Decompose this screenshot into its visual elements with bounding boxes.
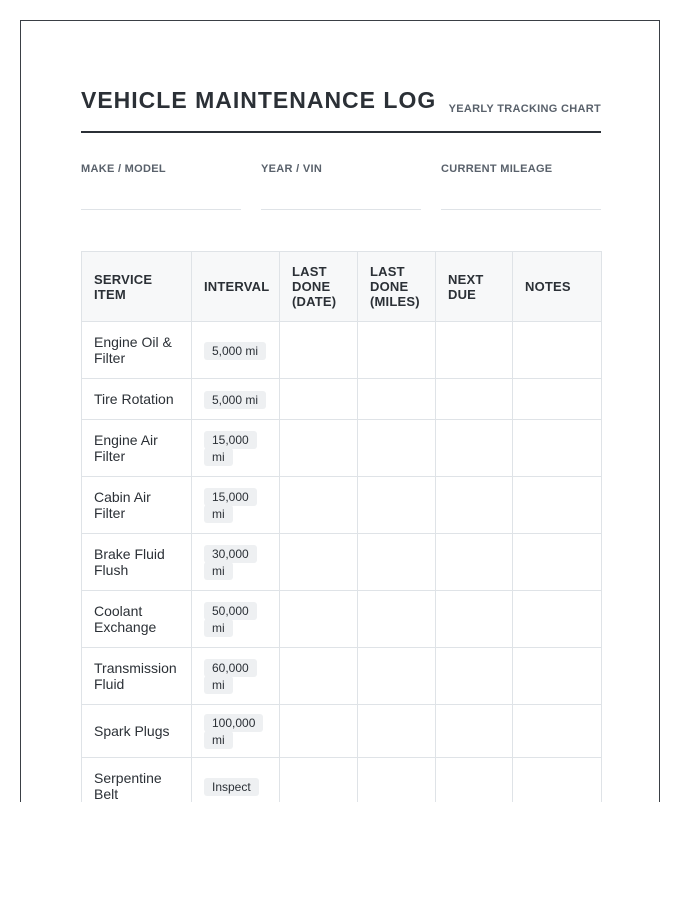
column-header-next-due: NEXT DUE <box>436 252 513 322</box>
interval-cell <box>192 534 280 591</box>
interval-badge: 50,000 mi <box>204 602 257 637</box>
notes-cell[interactable] <box>513 477 602 534</box>
last-done-miles-cell[interactable] <box>358 648 436 705</box>
interval-badge: 30,000 mi <box>204 545 257 580</box>
column-header-interval: INTERVAL <box>192 252 280 322</box>
service-item-cell: Spark Plugs <box>82 705 192 758</box>
last-done-miles-cell[interactable] <box>358 591 436 648</box>
service-item-cell: Serpentine Belt <box>82 758 192 803</box>
log-sheet <box>20 20 660 802</box>
service-item-cell: Engine Oil & Filter <box>82 322 192 379</box>
interval-badge: 5,000 mi <box>204 391 266 409</box>
interval-cell <box>192 758 280 803</box>
notes-cell[interactable] <box>513 420 602 477</box>
table-row <box>82 379 602 420</box>
interval-cell <box>192 477 280 534</box>
last-done-date-cell[interactable] <box>280 758 358 803</box>
next-due-cell[interactable] <box>436 420 513 477</box>
last-done-date-cell[interactable] <box>280 420 358 477</box>
table-row <box>82 322 602 379</box>
next-due-cell[interactable] <box>436 705 513 758</box>
notes-cell[interactable] <box>513 322 602 379</box>
next-due-cell[interactable] <box>436 322 513 379</box>
interval-cell <box>192 322 280 379</box>
interval-badge: 60,000 mi <box>204 659 257 694</box>
table-row <box>82 534 602 591</box>
column-header-service-item: SERVICE ITEM <box>82 252 192 322</box>
year-vin-line <box>261 209 421 210</box>
interval-cell <box>192 705 280 758</box>
current-mileage-label: CURRENT MILEAGE <box>441 163 553 175</box>
year-vin-label: YEAR / VIN <box>261 163 323 175</box>
make-model-line <box>81 209 241 210</box>
last-done-date-cell[interactable] <box>280 648 358 705</box>
last-done-miles-cell[interactable] <box>358 758 436 803</box>
interval-badge: Inspect <box>204 778 259 796</box>
current-mileage-line <box>441 209 601 210</box>
last-done-date-cell[interactable] <box>280 379 358 420</box>
last-done-miles-cell[interactable] <box>358 705 436 758</box>
interval-cell <box>192 420 280 477</box>
year-vin-field[interactable] <box>261 163 421 211</box>
last-done-date-cell[interactable] <box>280 534 358 591</box>
service-item-cell: Tire Rotation <box>82 379 192 420</box>
last-done-miles-cell[interactable] <box>358 534 436 591</box>
table-row <box>82 705 602 758</box>
interval-badge: 15,000 mi <box>204 488 257 523</box>
next-due-cell[interactable] <box>436 591 513 648</box>
service-item-cell: Coolant Exchange <box>82 591 192 648</box>
notes-cell[interactable] <box>513 534 602 591</box>
table-row <box>82 758 602 803</box>
next-due-cell[interactable] <box>436 379 513 420</box>
interval-cell <box>192 591 280 648</box>
next-due-cell[interactable] <box>436 477 513 534</box>
notes-cell[interactable] <box>513 758 602 803</box>
next-due-cell[interactable] <box>436 534 513 591</box>
column-header-last-done-miles: LAST DONE (MILES) <box>358 252 436 322</box>
notes-cell[interactable] <box>513 379 602 420</box>
interval-badge: 5,000 mi <box>204 342 266 360</box>
table-header-row <box>82 252 602 322</box>
last-done-date-cell[interactable] <box>280 591 358 648</box>
service-item-cell: Engine Air Filter <box>82 420 192 477</box>
make-model-label: MAKE / MODEL <box>81 163 166 175</box>
service-item-cell: Transmission Fluid <box>82 648 192 705</box>
next-due-cell[interactable] <box>436 648 513 705</box>
interval-cell <box>192 379 280 420</box>
last-done-miles-cell[interactable] <box>358 477 436 534</box>
last-done-date-cell[interactable] <box>280 477 358 534</box>
page-subtitle: YEARLY TRACKING CHART <box>448 103 601 115</box>
table-row <box>82 477 602 534</box>
last-done-miles-cell[interactable] <box>358 420 436 477</box>
interval-badge: 100,000 mi <box>204 714 263 749</box>
notes-cell[interactable] <box>513 648 602 705</box>
interval-cell <box>192 648 280 705</box>
maintenance-table <box>81 251 602 802</box>
last-done-date-cell[interactable] <box>280 322 358 379</box>
page-title: VEHICLE MAINTENANCE LOG <box>81 87 437 113</box>
column-header-notes: NOTES <box>513 252 602 322</box>
service-item-cell: Cabin Air Filter <box>82 477 192 534</box>
last-done-miles-cell[interactable] <box>358 322 436 379</box>
table-row <box>82 591 602 648</box>
make-model-field[interactable] <box>81 163 241 211</box>
table-row <box>82 648 602 705</box>
last-done-miles-cell[interactable] <box>358 379 436 420</box>
notes-cell[interactable] <box>513 591 602 648</box>
service-item-cell: Brake Fluid Flush <box>82 534 192 591</box>
interval-badge: 15,000 mi <box>204 431 257 466</box>
title-row <box>81 87 601 133</box>
column-header-last-done-date: LAST DONE (DATE) <box>280 252 358 322</box>
last-done-date-cell[interactable] <box>280 705 358 758</box>
current-mileage-field[interactable] <box>441 163 601 211</box>
vehicle-info-fields <box>81 163 601 213</box>
notes-cell[interactable] <box>513 705 602 758</box>
table-row <box>82 420 602 477</box>
next-due-cell[interactable] <box>436 758 513 803</box>
